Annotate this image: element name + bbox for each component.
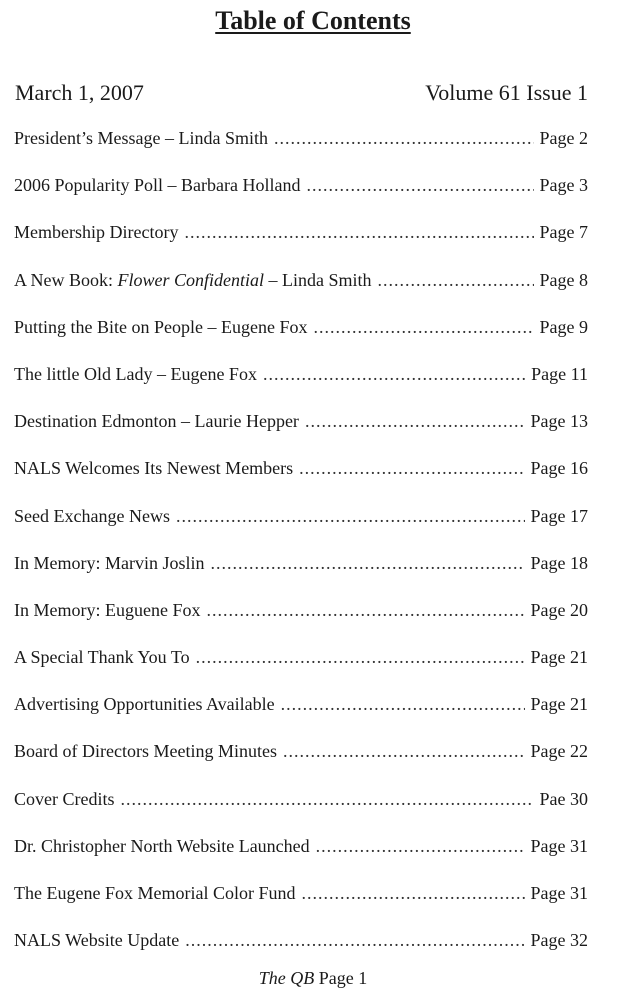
toc-entry xyxy=(14,553,588,600)
toc-entry xyxy=(14,128,588,175)
toc-entry-title: NALS Website Update xyxy=(14,930,180,951)
toc-entry-title: Advertising Opportunities Available xyxy=(14,694,275,715)
toc-entry-page: Page 9 xyxy=(539,316,588,337)
dot-leader xyxy=(196,647,525,668)
dot-leader xyxy=(121,789,534,810)
toc-entry-page: Page 7 xyxy=(539,222,588,243)
toc-entry xyxy=(14,647,588,694)
toc-entry xyxy=(14,506,588,553)
dot-leader xyxy=(378,270,534,291)
toc-entry-page: Page 22 xyxy=(530,741,588,762)
toc-entry-title xyxy=(14,270,372,291)
toc-entry-title: President’s Message – Linda Smith xyxy=(14,128,268,148)
toc-entry xyxy=(14,364,588,411)
dot-leader xyxy=(274,128,534,149)
toc-entry-page: Page 2 xyxy=(539,128,588,148)
issue-volume: Volume 61 Issue 1 xyxy=(425,80,588,105)
toc-entry-page: Page 21 xyxy=(530,647,588,668)
toc-entry-title: Membership Directory xyxy=(14,222,179,243)
toc-entry-page: Page 20 xyxy=(530,599,588,620)
toc-entry-title: In Memory: Euguene Fox xyxy=(14,599,201,620)
toc-entry-page: Page 21 xyxy=(530,694,588,715)
toc-list xyxy=(14,128,588,977)
toc-entry xyxy=(14,836,588,883)
dot-leader xyxy=(185,930,524,951)
toc-entry-title: Seed Exchange News xyxy=(14,505,170,526)
toc-entry xyxy=(14,694,588,741)
toc-entry-page: Page 13 xyxy=(530,411,588,432)
dot-leader xyxy=(305,411,525,432)
toc-entry xyxy=(14,411,588,458)
toc-entry-title: A Special Thank You To xyxy=(14,647,190,668)
toc-entry-page: Page 16 xyxy=(530,458,588,479)
toc-entry-title: Destination Edmonton – Laurie Hepper xyxy=(14,411,299,432)
toc-entry xyxy=(14,458,588,505)
footer-page-number: Page 1 xyxy=(318,968,368,988)
toc-entry-page: Page 11 xyxy=(531,363,588,384)
toc-entry-title-prefix: A New Book: xyxy=(14,269,118,290)
issue-date: March 1, 2007 xyxy=(15,80,144,105)
toc-entry-title: In Memory: Marvin Joslin xyxy=(14,552,205,573)
toc-entry-title: NALS Welcomes Its Newest Members xyxy=(14,458,294,479)
dot-leader xyxy=(283,741,525,762)
toc-entry xyxy=(14,175,588,222)
toc-entry-title: Putting the Bite on People – Eugene Fox xyxy=(14,316,308,337)
toc-entry-title: Dr. Christopher North Website Launched xyxy=(14,835,310,856)
issue-header xyxy=(15,80,588,106)
toc-entry-title-suffix: – Linda Smith xyxy=(264,269,372,290)
dot-leader xyxy=(206,600,524,621)
toc-entry xyxy=(14,222,588,269)
dot-leader xyxy=(299,458,524,479)
dot-leader xyxy=(211,553,525,574)
page-title: Table of Contents xyxy=(215,6,411,35)
toc-entry xyxy=(14,270,588,317)
toc-entry xyxy=(14,789,588,836)
dot-leader xyxy=(184,222,533,243)
publication-name: The QB xyxy=(258,968,315,988)
toc-entry-page: Page 31 xyxy=(530,883,588,903)
toc-entry-page: Page 17 xyxy=(530,505,588,526)
toc-entry-title: Board of Directors Meeting Minutes xyxy=(14,741,277,762)
toc-entry-page: Page 18 xyxy=(530,552,588,573)
dot-leader xyxy=(301,883,524,904)
dot-leader xyxy=(316,836,525,857)
toc-entry xyxy=(14,600,588,647)
toc-entry-title: Cover Credits xyxy=(14,788,115,809)
toc-entry-page: Page 8 xyxy=(539,269,588,290)
toc-entry-title: The little Old Lady – Eugene Fox xyxy=(14,363,257,384)
toc-entry xyxy=(14,883,588,930)
toc-entry-page: Page 31 xyxy=(530,835,588,856)
dot-leader xyxy=(306,175,533,196)
dot-leader xyxy=(313,317,533,338)
toc-entry-title: 2006 Popularity Poll – Barbara Holland xyxy=(14,175,301,196)
toc-entry xyxy=(14,317,588,364)
toc-entry-title: The Eugene Fox Memorial Color Fund xyxy=(14,883,296,903)
dot-leader xyxy=(176,506,525,527)
dot-leader xyxy=(263,364,525,385)
dot-leader xyxy=(281,694,525,715)
page-footer xyxy=(0,968,626,989)
toc-entry-page: Page 3 xyxy=(539,175,588,196)
toc-entry-page: Pae 30 xyxy=(539,788,588,809)
toc-entry-page: Page 32 xyxy=(530,930,588,951)
book-title: Flower Confidential xyxy=(117,269,264,290)
toc-entry xyxy=(14,741,588,788)
